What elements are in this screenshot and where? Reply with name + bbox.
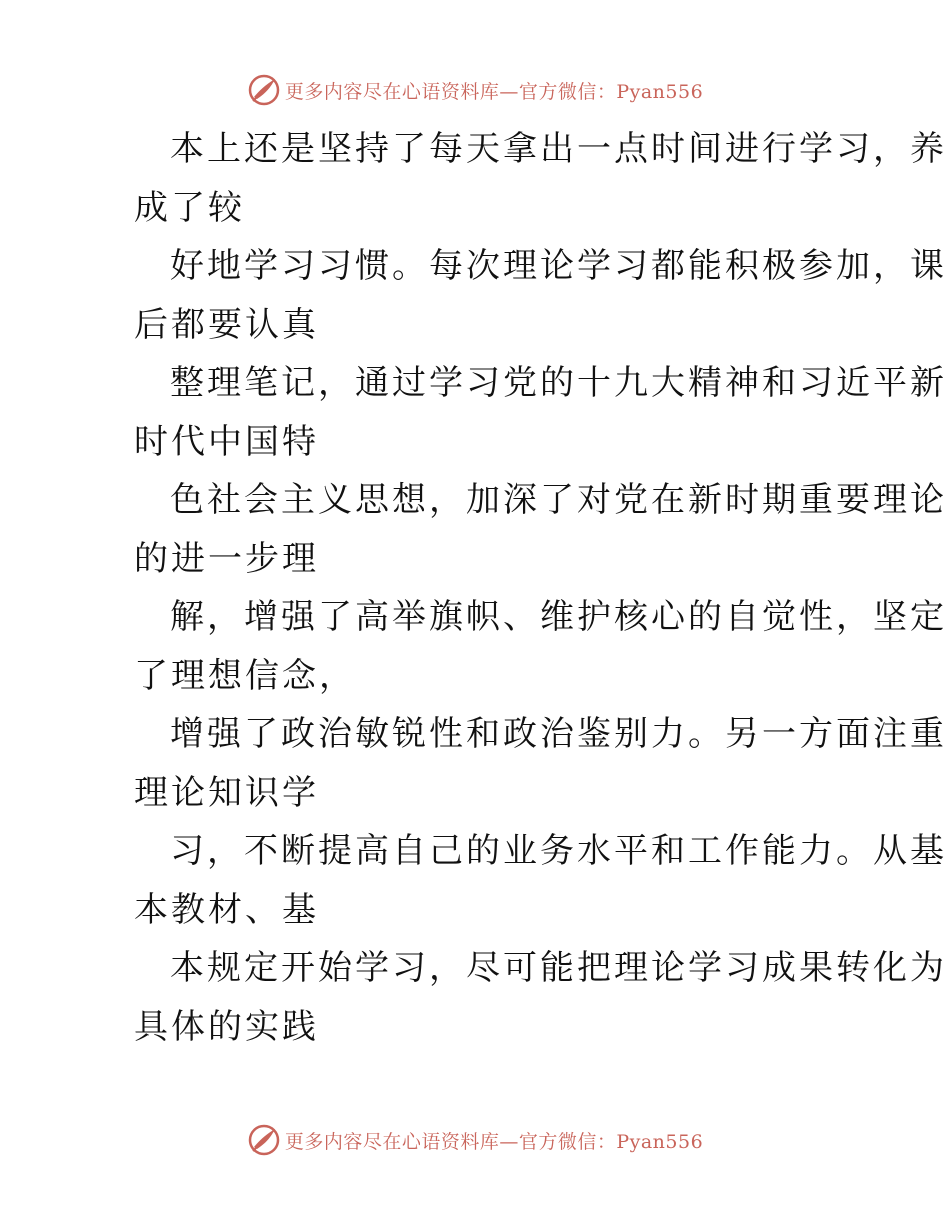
paragraph-line: 具体的实践	[134, 1006, 319, 1047]
paragraph	[98, 705, 947, 822]
footer-watermark	[0, 1120, 950, 1160]
body-text	[98, 120, 947, 1056]
paragraph-line: 本规定开始学习，尽可能把理论学习成果转化为	[170, 948, 947, 988]
paragraph-line: 时代中国特	[134, 421, 319, 462]
watermark-text: 更多内容尽在心语资料库—官方微信：Pyan556	[284, 80, 704, 103]
paragraph-line: 的进一步理	[134, 538, 319, 579]
paragraph	[98, 237, 947, 354]
paragraph-line: 后都要认真	[134, 304, 319, 345]
paragraph-line: 色社会主义思想，加深了对党在新时期重要理论	[170, 480, 947, 520]
paragraph	[98, 588, 947, 705]
paragraph	[98, 939, 947, 1056]
paragraph-line: 本教材、基	[134, 889, 319, 930]
paragraph	[98, 471, 947, 588]
paragraph	[98, 822, 947, 939]
paragraph-line: 了理想信念，	[134, 655, 356, 696]
paragraph-line: 本上还是坚持了每天拿出一点时间进行学习，养	[170, 129, 947, 169]
watermark-text: 更多内容尽在心语资料库—官方微信：Pyan556	[284, 1130, 704, 1153]
paragraph	[98, 120, 947, 237]
quill-pen-logo-icon	[247, 73, 281, 107]
paragraph-line: 解，增强了高举旗帜、维护核心的自觉性，坚定	[170, 597, 947, 637]
paragraph-line: 理论知识学	[134, 772, 319, 813]
paragraph-line: 整理笔记，通过学习党的十九大精神和习近平新	[170, 363, 947, 403]
paragraph-line: 好地学习习惯。每次理论学习都能积极参加，课	[170, 246, 947, 286]
header-watermark	[0, 70, 950, 110]
paragraph-line: 成了较	[134, 187, 245, 228]
paragraph	[98, 354, 947, 471]
quill-pen-logo-icon	[247, 1123, 281, 1157]
paragraph-line: 增强了政治敏锐性和政治鉴别力。另一方面注重	[170, 714, 947, 754]
paragraph-line: 习，不断提高自己的业务水平和工作能力。从基	[170, 831, 947, 871]
